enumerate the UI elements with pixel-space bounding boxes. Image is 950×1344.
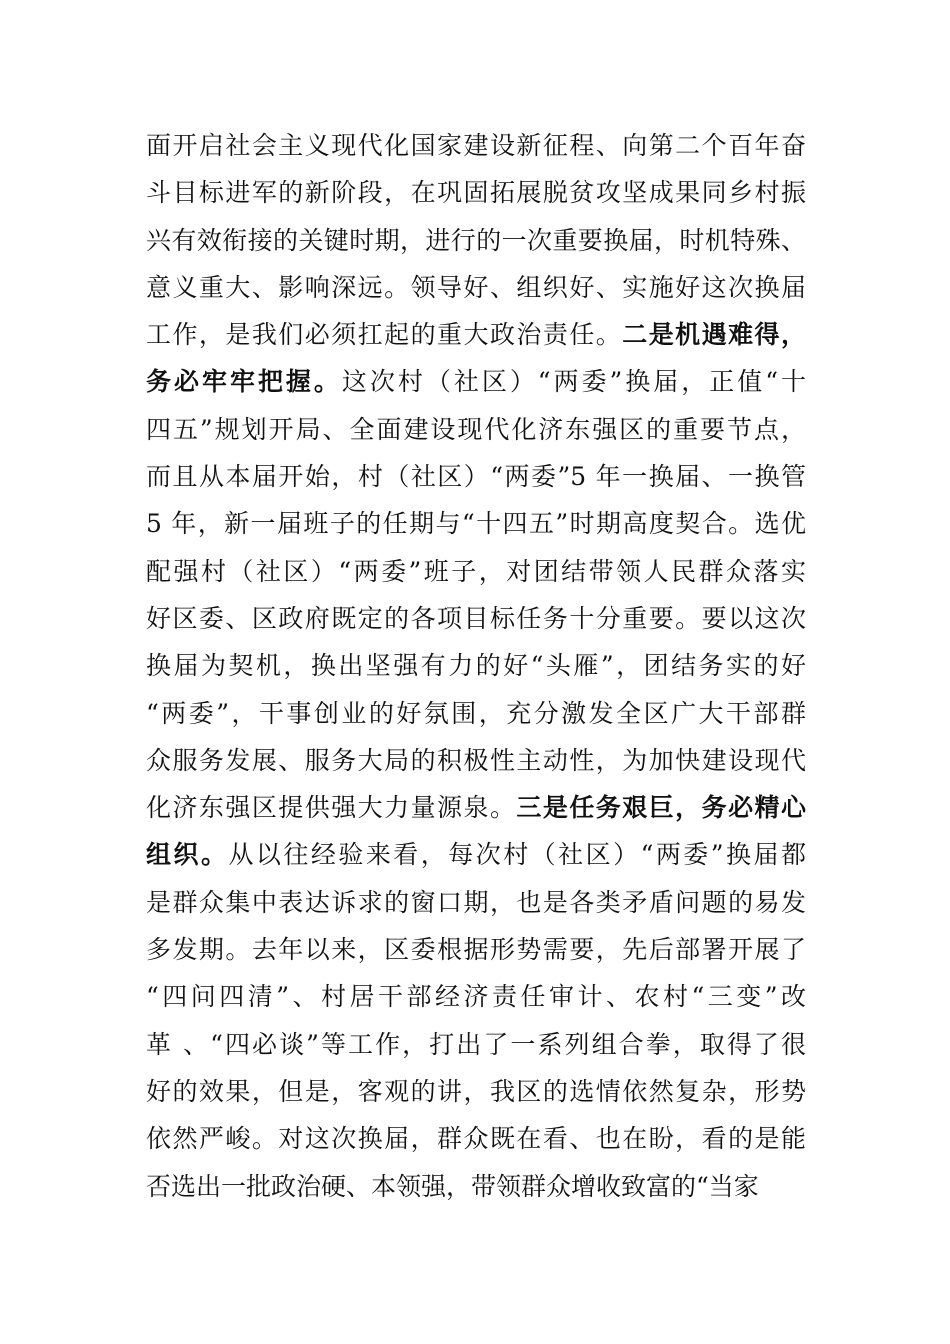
text-line <box>146 500 806 547</box>
text-segment: 否选出一批政治硬、本领强，带领群众增收致富的“当家 <box>146 1171 759 1201</box>
text-segment: 化济东强区提供强大力量源泉。 <box>146 793 517 823</box>
text-segment: 好区委、区政府既定的各项目标任务十分重要。要以这次 <box>146 603 806 633</box>
text-segment: 这次村（社区）“两委”换届，正值“十 <box>341 367 806 397</box>
text-segment: 换届为契机，换出坚强有力的好“头雁”，团结务实的好 <box>146 651 806 681</box>
bold-text-segment: 组织。 <box>146 840 229 870</box>
bold-text-segment: 二是机遇难得， <box>622 320 806 350</box>
text-line <box>146 358 806 405</box>
text-segment: 是群众集中表达诉求的窗口期，也是各类矛盾问题的易发 <box>146 887 806 917</box>
text-line <box>146 831 806 878</box>
text-line <box>146 169 806 216</box>
text-line <box>146 784 806 831</box>
text-segment: 依然严峻。对这次换届，群众既在看、也在盼，看的是能 <box>146 1124 806 1154</box>
text-line <box>146 879 806 926</box>
text-line <box>146 1068 806 1115</box>
text-segment: 面开启社会主义现代化国家建设新征程、向第二个百年奋 <box>146 131 806 160</box>
body-text <box>146 122 806 1210</box>
text-line <box>146 1021 806 1068</box>
text-segment: “两委”，干事创业的好氛围，充分激发全区广大干部群 <box>146 698 806 728</box>
text-line <box>146 595 806 642</box>
text-segment: 工作，是我们必须扛起的重大政治责任。 <box>146 320 623 350</box>
text-line <box>146 1163 806 1210</box>
text-line <box>146 453 806 500</box>
text-segment: 好的效果，但是，客观的讲，我区的选情依然复杂，形势 <box>146 1076 806 1106</box>
text-line <box>146 926 806 973</box>
text-line <box>146 690 806 737</box>
text-line <box>146 973 806 1020</box>
text-line <box>146 737 806 784</box>
text-line <box>146 311 806 358</box>
bold-text-segment: 三是任务艰巨，务必精心 <box>516 793 806 823</box>
text-line <box>146 406 806 453</box>
text-line <box>146 642 806 689</box>
text-line <box>146 264 806 311</box>
text-segment: 而且从本届开始，村（社区）“两委”5 年一换届、一换管 <box>146 462 806 492</box>
text-segment: 四五”规划开局、全面建设现代化济东强区的重要节点， <box>146 414 806 444</box>
text-segment: 斗目标进军的新阶段，在巩固拓展脱贫攻坚成果同乡村振 <box>146 178 806 208</box>
text-segment: 从以往经验来看，每次村（社区）“两委”换届都 <box>228 840 806 870</box>
text-line <box>146 217 806 264</box>
text-segment: 配强村（社区）“两委”班子，对团结带领人民群众落实 <box>146 556 806 586</box>
text-segment: “四问四清”、村居干部经济责任审计、农村“三变”改 <box>146 982 806 1012</box>
bold-text-segment: 务必牢牢把握。 <box>146 367 342 397</box>
text-segment: 众服务发展、服务大局的积极性主动性，为加快建设现代 <box>146 745 806 775</box>
text-segment: 兴有效衔接的关键时期，进行的一次重要换届，时机特殊、 <box>146 225 806 255</box>
text-segment: 意义重大、影响深远。领导好、组织好、实施好这次换届 <box>146 272 806 302</box>
text-segment: 革 、“四必谈”等工作，打出了一系列组合拳，取得了很 <box>146 1029 806 1059</box>
text-line <box>146 1115 806 1162</box>
text-line <box>146 122 806 169</box>
text-line <box>146 548 806 595</box>
text-segment: 5 年，新一届班子的任期与“十四五”时期高度契合。选优 <box>146 509 806 539</box>
text-segment: 多发期。去年以来，区委根据形势需要，先后部署开展了 <box>146 935 806 965</box>
